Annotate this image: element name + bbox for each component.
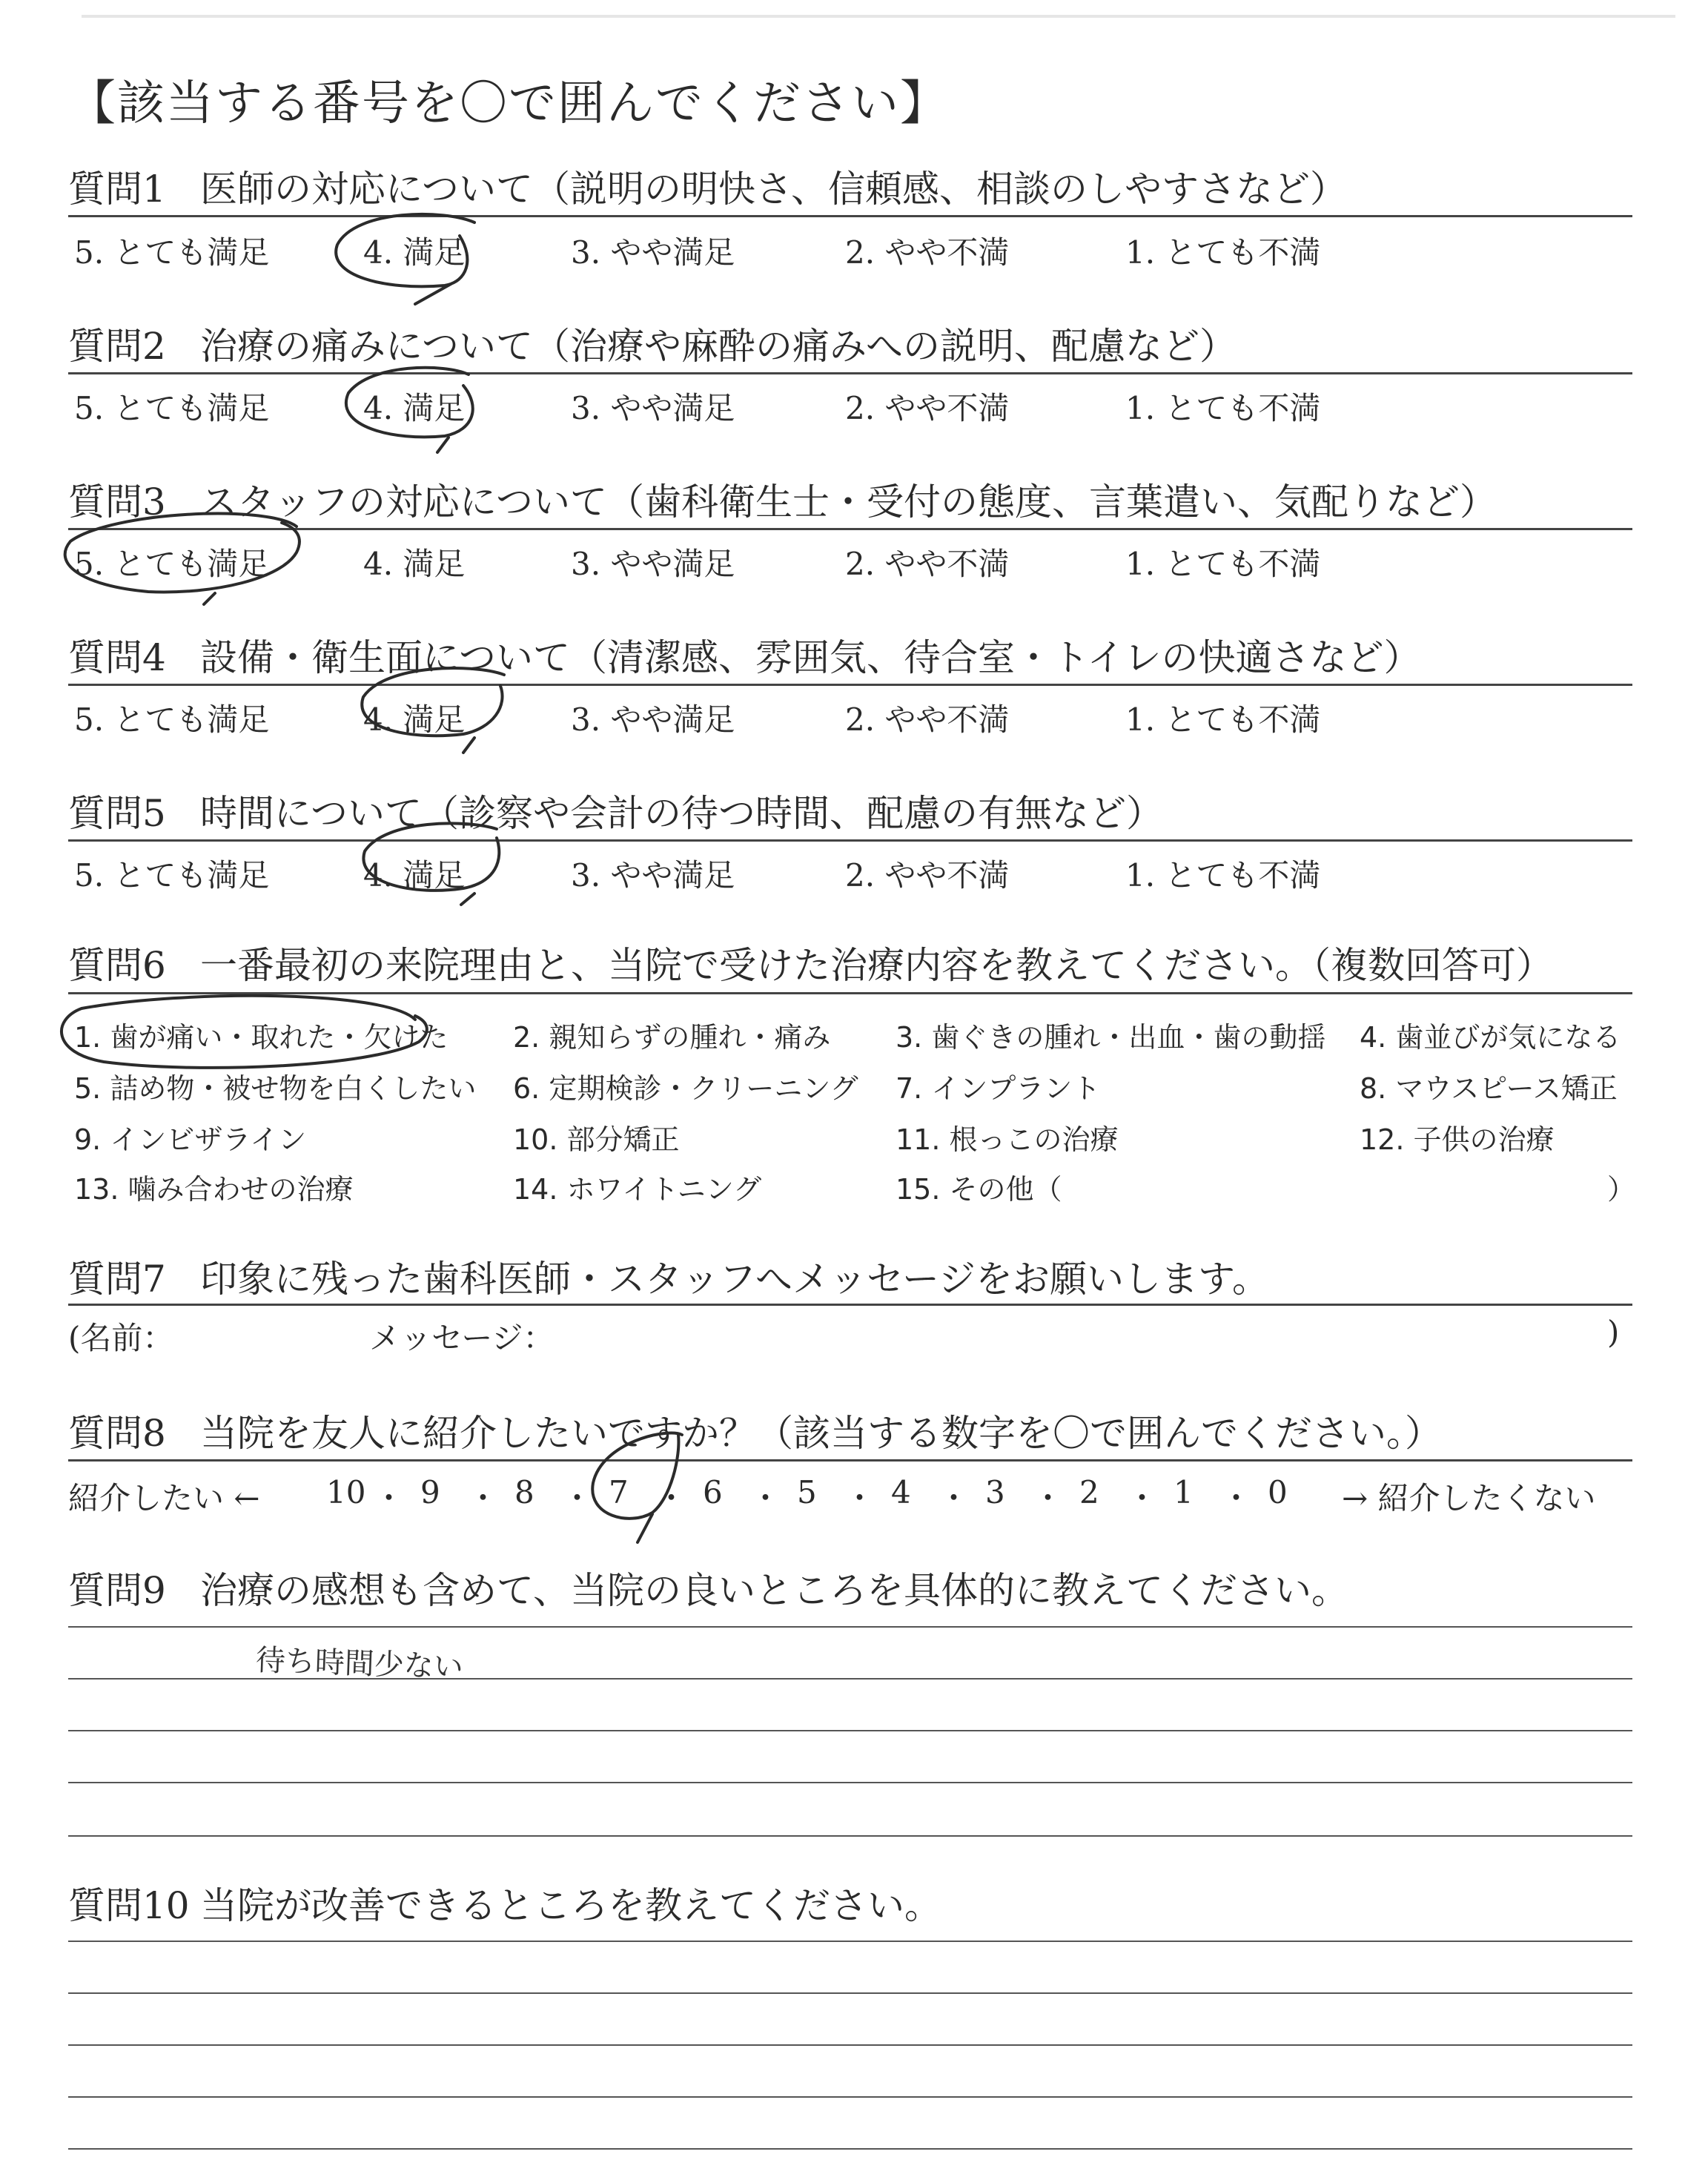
scale-value-0[interactable]: 0 <box>1268 1474 1288 1510</box>
question-3 <box>68 480 1632 524</box>
reason-option-9[interactable]: 9. インビザライン <box>74 1123 307 1156</box>
question-rule <box>68 992 1632 994</box>
answer-line <box>68 1626 1632 1628</box>
answer-line[interactable] <box>68 1992 1632 1994</box>
answer-line[interactable] <box>68 2044 1632 2046</box>
scale-dot: ・ <box>467 1480 499 1516</box>
question-1 <box>68 167 1632 211</box>
question-rule <box>68 1304 1632 1306</box>
reason-option-3[interactable]: 3. 歯ぐきの腫れ・出血・歯の動揺 <box>896 1021 1326 1054</box>
question-text: 当院を友人に紹介したいですか？（該当する数字を〇で囲んでください。） <box>200 1412 1442 1455</box>
question-7 <box>68 1257 1632 1301</box>
reason-option-10[interactable]: 10. 部分矯正 <box>513 1123 680 1156</box>
rating-4[interactable]: 4. 満足 <box>363 390 466 426</box>
scale-dot: ・ <box>373 1480 405 1516</box>
question-4 <box>68 635 1632 680</box>
rating-2[interactable]: 2. やや不満 <box>845 390 1010 426</box>
rating-5[interactable]: 5. とても満足 <box>74 390 270 426</box>
answer-line[interactable] <box>68 2148 1632 2150</box>
rating-3[interactable]: 3. やや満足 <box>571 390 735 426</box>
rating-4[interactable]: 4. 満足 <box>363 701 466 738</box>
question-2 <box>68 324 1632 369</box>
scale-dot: ・ <box>844 1480 875 1516</box>
rating-3[interactable]: 3. やや満足 <box>571 546 735 582</box>
question-number: 質問10 <box>68 1884 190 1927</box>
rating-5[interactable]: 5. とても満足 <box>74 546 270 582</box>
question-number: 質問8 <box>68 1412 166 1455</box>
rating-2[interactable]: 2. やや不満 <box>845 546 1010 582</box>
question-text: 一番最初の来院理由と、当院で受けた治療内容を教えてください。（複数回答可） <box>200 944 1553 987</box>
reason-option-12[interactable]: 12. 子供の治療 <box>1360 1123 1555 1156</box>
scale-value-8[interactable]: 8 <box>514 1474 534 1510</box>
reason-option-2[interactable]: 2. 親知らずの腫れ・痛み <box>513 1021 831 1054</box>
scale-value-5[interactable]: 5 <box>797 1474 817 1510</box>
question-rule <box>68 684 1632 686</box>
reason-option-7[interactable]: 7. インプラント <box>896 1072 1101 1105</box>
question-text: 医師の対応について（説明の明快さ、信頼感、相談のしやすさなど） <box>200 168 1347 211</box>
question-text: 印象に残った歯科医師・スタッフへメッセージをお願いします。 <box>200 1258 1269 1301</box>
question-rule <box>68 1459 1632 1462</box>
rating-2[interactable]: 2. やや不満 <box>845 857 1010 894</box>
question-number: 質問1 <box>68 168 166 211</box>
reason-option-11[interactable]: 11. 根っこの治療 <box>896 1123 1119 1156</box>
rating-5[interactable]: 5. とても満足 <box>74 857 270 894</box>
question-rule <box>68 215 1632 217</box>
answer-line[interactable] <box>68 1941 1632 1942</box>
scale-dot: ・ <box>1220 1480 1252 1516</box>
question-text: 治療の感想も含めて、当院の良いところを具体的に教えてください。 <box>200 1569 1348 1612</box>
reason-option-13[interactable]: 13. 噛み合わせの治療 <box>74 1173 354 1206</box>
reason-option-6[interactable]: 6. 定期検診・クリーニング <box>513 1072 858 1105</box>
question-text: 治療の痛みについて（治療や麻酔の痛みへの説明、配慮など） <box>200 325 1237 368</box>
rating-3[interactable]: 3. やや満足 <box>571 857 735 894</box>
other-close-paren: ） <box>1607 1173 1636 1206</box>
rating-1[interactable]: 1. とても不満 <box>1125 234 1321 271</box>
scale-dot: ・ <box>655 1480 687 1516</box>
rating-2[interactable]: 2. やや不満 <box>845 701 1010 738</box>
scale-value-2[interactable]: 2 <box>1079 1474 1099 1510</box>
scale-value-1[interactable]: 1 <box>1174 1474 1194 1510</box>
close-paren: ) <box>1607 1314 1620 1350</box>
reason-option-15[interactable]: 15. その他（ <box>896 1173 1062 1206</box>
rating-1[interactable]: 1. とても不満 <box>1125 701 1321 738</box>
question-number: 質問9 <box>68 1569 166 1612</box>
question-text: 設備・衛生面について（清潔感、雰囲気、待合室・トイレの快適さなど） <box>200 636 1421 679</box>
rating-4[interactable]: 4. 満足 <box>363 546 466 582</box>
question-number: 質問2 <box>68 325 166 368</box>
question-5 <box>68 791 1632 836</box>
reason-option-8[interactable]: 8. マウスピース矯正 <box>1360 1072 1618 1105</box>
recommend-left-label: 紹介したい ← <box>68 1480 260 1516</box>
rating-4[interactable]: 4. 満足 <box>363 857 466 894</box>
scale-value-7[interactable]: 7 <box>609 1474 629 1510</box>
question-number: 質問5 <box>68 792 166 835</box>
scale-dot: ・ <box>749 1480 781 1516</box>
recommend-right-label: → 紹介したくない <box>1342 1480 1596 1516</box>
rating-1[interactable]: 1. とても不満 <box>1125 857 1321 894</box>
question-number: 質問7 <box>68 1258 166 1301</box>
rating-5[interactable]: 5. とても満足 <box>74 701 270 738</box>
rating-5[interactable]: 5. とても満足 <box>74 234 270 271</box>
question-rule <box>68 839 1632 842</box>
question-10 <box>68 1883 1632 1928</box>
reason-option-4[interactable]: 4. 歯並びが気になる <box>1360 1021 1621 1054</box>
rating-2[interactable]: 2. やや不満 <box>845 234 1010 271</box>
question-number: 質問3 <box>68 480 166 524</box>
question-9 <box>68 1568 1632 1613</box>
answer-line[interactable] <box>68 1730 1632 1731</box>
rating-3[interactable]: 3. やや満足 <box>571 234 735 271</box>
scale-value-10[interactable]: 10 <box>326 1474 366 1510</box>
rating-4[interactable]: 4. 満足 <box>363 234 466 271</box>
answer-line[interactable] <box>68 2096 1632 2098</box>
question-6 <box>68 943 1632 988</box>
form-title: 【該当する番号を〇で囲んでください】 <box>68 76 949 131</box>
scale-dot: ・ <box>561 1480 593 1516</box>
reason-option-1[interactable]: 1. 歯が痛い・取れた・欠けた <box>74 1021 448 1054</box>
rating-1[interactable]: 1. とても不満 <box>1125 546 1321 582</box>
scale-value-3[interactable]: 3 <box>985 1474 1005 1510</box>
question-number: 質問4 <box>68 636 166 679</box>
scale-dot: ・ <box>1032 1480 1064 1516</box>
answer-line[interactable] <box>68 1835 1632 1837</box>
scale-value-9[interactable]: 9 <box>420 1474 440 1510</box>
scale-dot: ・ <box>1126 1480 1158 1516</box>
scale-value-4[interactable]: 4 <box>891 1474 911 1510</box>
reason-option-14[interactable]: 14. ホワイトニング <box>513 1173 762 1206</box>
scale-value-6[interactable]: 6 <box>703 1474 723 1510</box>
handwritten-answer: 待ち時間少ない <box>255 1643 464 1685</box>
question-text: スタッフの対応について（歯科衛生士・受付の態度、言葉遣い、気配りなど） <box>200 480 1497 524</box>
answer-line[interactable] <box>68 1782 1632 1783</box>
question-rule <box>68 528 1632 530</box>
name-label: (名前： <box>68 1320 174 1356</box>
rating-1[interactable]: 1. とても不満 <box>1125 390 1321 426</box>
message-label: メッセージ： <box>369 1320 555 1356</box>
question-text: 時間について（診察や会計の待つ時間、配慮の有無など） <box>200 792 1163 835</box>
reason-option-5[interactable]: 5. 詰め物・被せ物を白くしたい <box>74 1072 477 1105</box>
scale-dot: ・ <box>938 1480 970 1516</box>
question-8 <box>68 1411 1632 1456</box>
question-text: 当院が改善できるところを教えてください。 <box>200 1884 941 1927</box>
question-rule <box>68 372 1632 374</box>
rating-3[interactable]: 3. やや満足 <box>571 701 735 738</box>
scan-edge <box>82 15 1675 18</box>
question-number: 質問6 <box>68 944 166 987</box>
